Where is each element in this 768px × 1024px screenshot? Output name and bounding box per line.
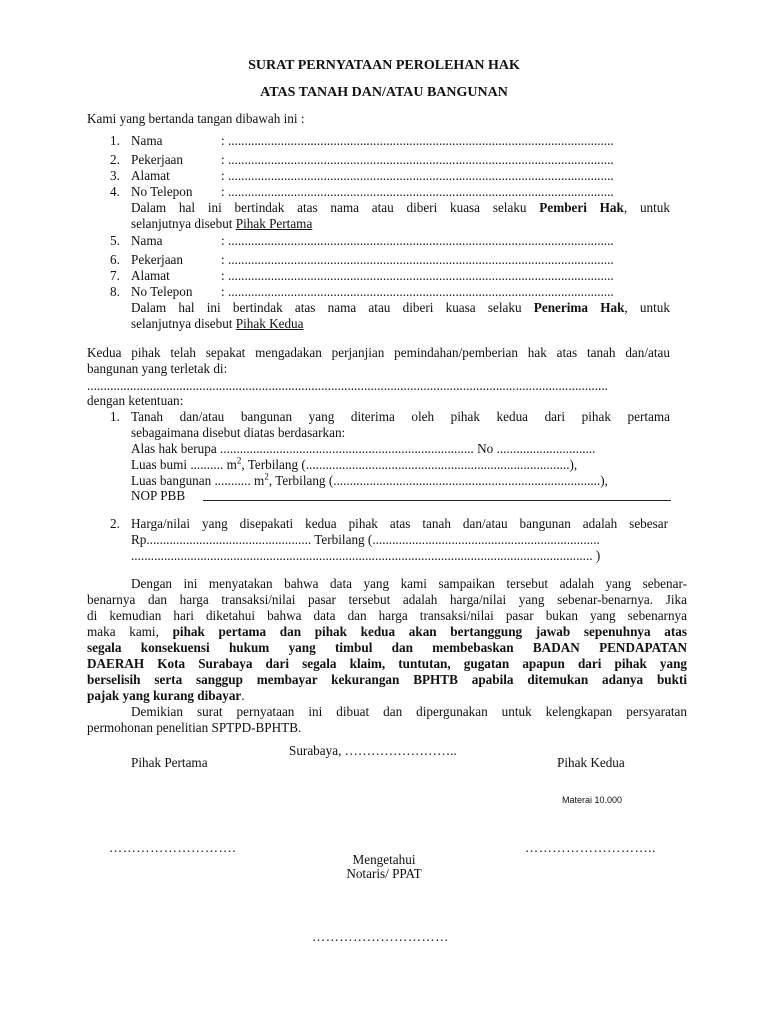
mengetahui-label: Mengetahui <box>352 852 416 867</box>
field-label-alamat: Alamat <box>131 168 170 183</box>
pihak-kedua-term: Pihak Kedua <box>235 316 304 331</box>
field-label-telepon: No Telepon <box>131 184 193 199</box>
pihak-pertama-term: Pihak Pertama <box>235 216 313 231</box>
field-number: 3. <box>110 168 120 183</box>
field-label-telepon: No Telepon <box>131 284 193 299</box>
field-number: 5. <box>110 233 120 248</box>
harga-line: Rp.................................................. Terbilang (..................................................................... <box>131 532 600 547</box>
field-value-telepon: : ..................................................................................................................... <box>221 184 614 199</box>
field-number: 8. <box>110 284 120 299</box>
field-value-alamat: : ..................................................................................................................... <box>221 168 614 183</box>
field-label-alamat: Alamat <box>131 268 170 283</box>
agreement-line2: bangunan yang terletak di: <box>87 361 228 376</box>
ketentuan2-line1: Harga/nilai yang disepakati kedua pihak atas tanah dan/atau bangunan adalah sebesar <box>131 516 668 531</box>
field-value-pekerjaan: : ..................................................................................................................... <box>221 152 614 167</box>
statement-line: maka kami, pihak pertama dan pihak kedua akan bertanggung jawab sepenuhnya atas <box>87 624 687 639</box>
signature-line-left: ………………………. <box>109 840 236 855</box>
field-label-nama: Nama <box>131 233 163 248</box>
signature-line-notaris: ………………………… <box>312 929 449 944</box>
field-number: 1. <box>110 133 120 148</box>
field-label-pekerjaan: Pekerjaan <box>131 252 183 267</box>
signature-line-right: ……………………….. <box>525 840 656 855</box>
field-label-nama: Nama <box>131 133 163 148</box>
statement-line: segala konsekuensi hukum yang timbul dan membebaskan BADAN PENDAPATAN <box>87 640 687 655</box>
document-title-line1: SURAT PERNYATAAN PEROLEHAN HAK <box>248 58 520 73</box>
dengan-ketentuan: dengan ketentuan: <box>87 393 184 408</box>
field-number: 7. <box>110 268 120 283</box>
field-number: 4. <box>110 184 120 199</box>
pemberi-hak-note: Dalam hal ini bertindak atas nama atau diberi kuasa selaku Pemberi Hak, untuk <box>131 200 670 215</box>
field-value-nama: : ..................................................................................................................... <box>221 133 614 148</box>
nop-pbb-line <box>203 500 671 501</box>
statement-line: Dengan ini menyatakan bahwa data yang kami sampaikan tersebut adalah yang sebenar- <box>131 576 687 591</box>
luas-bangunan-line: Luas bangunan ........... $m^2$, Terbilang (.................................................................................), <box>131 473 608 488</box>
closing-line1: Demikian surat pernyataan ini dibuat dan dipergunakan untuk kelengkapan persyaratan <box>131 704 687 719</box>
statement-line: pajak yang kurang dibayar. <box>87 688 245 703</box>
field-label-pekerjaan: Pekerjaan <box>131 152 183 167</box>
ketentuan-number: 2. <box>110 516 120 531</box>
closing-line2: permohonan penelitian SPTPD-BPHTB. <box>87 720 302 735</box>
city-date: Surabaya, …………………….. <box>289 743 457 758</box>
agreement-line1: Kedua pihak telah sepakat mengadakan perjanjian pemindahan/pemberian hak atas tanah dan/atau <box>87 345 670 360</box>
statement-line: di kemudian hari diketahui bahwa data dan harga transaksi/nilai pasar bukan yang sebenarnya <box>87 608 687 623</box>
luas-bumi-line: Luas bumi .......... $m^2$, Terbilang (................................................................................), <box>131 457 578 472</box>
notaris-label: Notaris/ PPAT <box>346 866 422 881</box>
ketentuan-number: 1. <box>110 409 120 424</box>
terbilang-line: ............................................................................................................................................ ) <box>131 548 601 563</box>
field-value-telepon: : ..................................................................................................................... <box>221 284 614 299</box>
alas-hak-line: Alas hak berupa ............................................................................. No .............................. <box>131 441 596 456</box>
statement-line: benarnya dan harga transaksi/nilai pasar tersebut adalah harga/nilai yang sebenar-benarnya. Jika <box>87 592 687 607</box>
materai-label: Materai 10.000 <box>562 795 623 805</box>
intro-text: Kami yang bertanda tangan dibawah ini : <box>87 111 305 126</box>
ketentuan1-line2: sebagaimana disebut diatas berdasarkan: <box>131 425 346 440</box>
field-value-alamat: : ..................................................................................................................... <box>221 268 614 283</box>
location-dots: .............................................................................................................................................................. <box>87 378 608 393</box>
field-number: 6. <box>110 252 120 267</box>
nop-pbb-label: NOP PBB <box>131 488 186 503</box>
pihak-pertama-label: Pihak Pertama <box>131 755 208 770</box>
field-value-pekerjaan: : ..................................................................................................................... <box>221 252 614 267</box>
field-number: 2. <box>110 152 120 167</box>
pihak-kedua-definition: selanjutnya disebut Pihak Kedua <box>131 316 304 331</box>
field-value-nama: : ..................................................................................................................... <box>221 233 614 248</box>
ketentuan1-line1: Tanah dan/atau bangunan yang diterima oleh pihak kedua dari pihak pertama <box>131 409 670 424</box>
pihak-pertama-definition: selanjutnya disebut Pihak Pertama <box>131 216 313 231</box>
statement-line: DAERAH Kota Surabaya dari segala klaim, tuntutan, gugatan apapun dari pihak yang <box>87 656 687 671</box>
penerima-hak-note: Dalam hal ini bertindak atas nama atau diberi kuasa selaku Penerima Hak, untuk <box>131 300 670 315</box>
document-title-line2: ATAS TANAH DAN/ATAU BANGUNAN <box>260 85 508 100</box>
pihak-kedua-label: Pihak Kedua <box>557 755 625 770</box>
statement-line: berselisih serta sanggup membayar kekurangan BPHTB apabila ditemukan adanya bukti <box>87 672 687 687</box>
